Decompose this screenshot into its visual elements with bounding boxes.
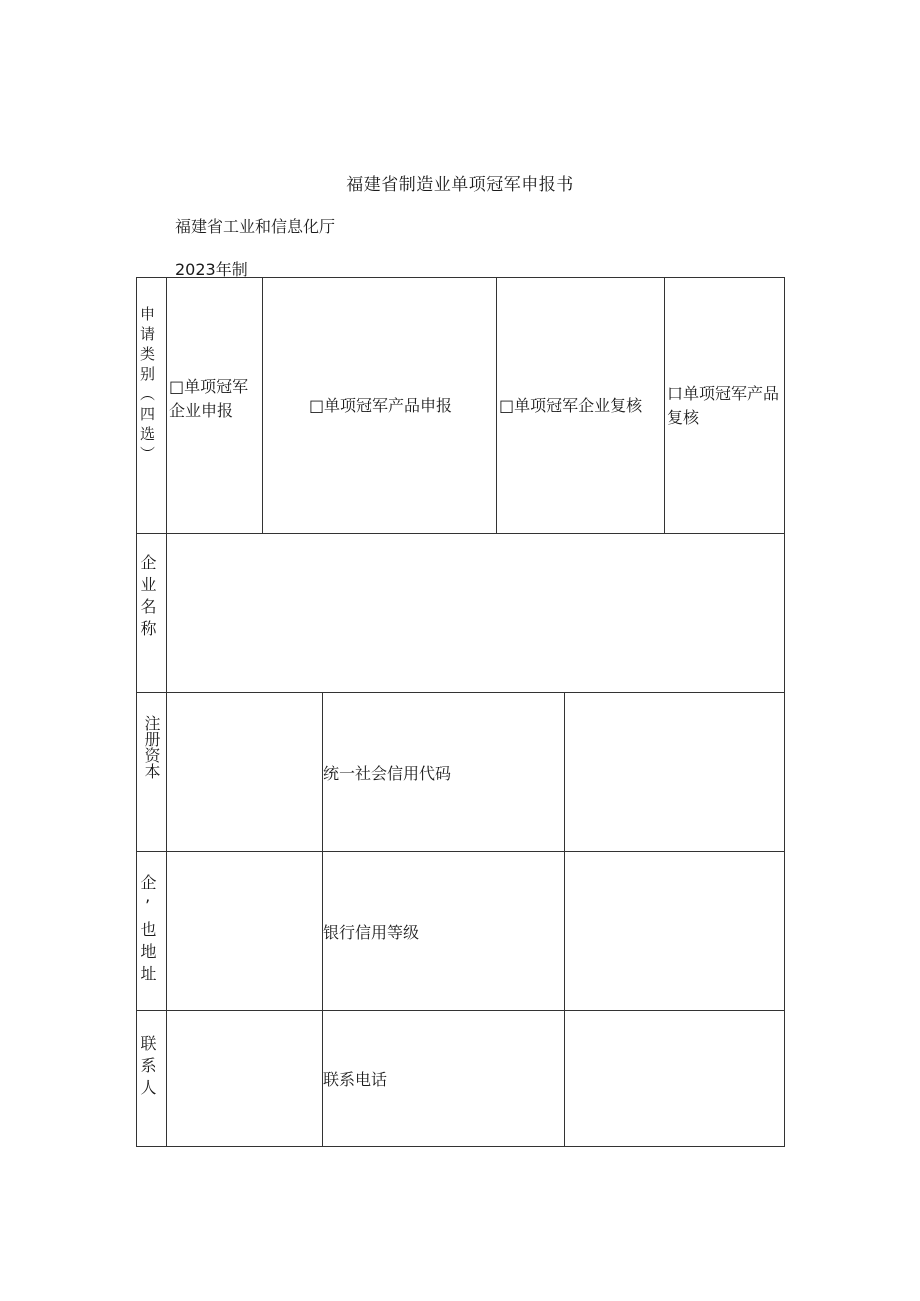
- company-address-label-cell: [137, 852, 167, 1011]
- contact-row: [137, 1011, 785, 1147]
- bank-credit-rating-label: 银行信用等级: [323, 852, 565, 1011]
- category-option-cell[interactable]: [497, 278, 665, 534]
- credit-code-field[interactable]: [565, 693, 785, 852]
- company-address-field[interactable]: [167, 852, 323, 1011]
- category-label: 申请类别（四选）: [138, 306, 156, 466]
- option-enterprise-review[interactable]: □单项冠军企业复核: [499, 395, 643, 415]
- option-product-review[interactable]: 口单项冠军产品复核: [667, 383, 780, 427]
- company-name-field[interactable]: [167, 534, 785, 693]
- category-option-cell[interactable]: [665, 278, 785, 534]
- address-row: [137, 852, 785, 1011]
- category-option-cell[interactable]: [263, 278, 497, 534]
- contact-phone-label: 联系电话: [323, 1011, 565, 1147]
- company-name-row: [137, 534, 785, 693]
- contact-phone-field[interactable]: [565, 1011, 785, 1147]
- registered-capital-field[interactable]: [167, 693, 323, 852]
- category-option-cell[interactable]: [167, 278, 263, 534]
- option-product-apply[interactable]: □单项冠军产品申报: [308, 395, 453, 415]
- contact-person-label: 联系人: [138, 1035, 157, 1101]
- credit-code-label: 统一社会信用代码: [323, 693, 565, 852]
- company-name-label: 企业名称: [138, 554, 157, 642]
- registered-capital-label-cell: [137, 693, 167, 852]
- contact-person-field[interactable]: [167, 1011, 323, 1147]
- contact-person-label-cell: [137, 1011, 167, 1147]
- application-form-table: [136, 277, 785, 1147]
- issuer-name: 福建省工业和信息化厅: [175, 217, 336, 236]
- company-address-label: 企’也地址: [138, 874, 157, 987]
- bank-credit-rating-field[interactable]: [565, 852, 785, 1011]
- capital-row: [137, 693, 785, 852]
- registered-capital-label: 注册资本: [142, 715, 161, 779]
- company-name-label-cell: [137, 534, 167, 693]
- year-label: 2023年制: [175, 260, 248, 279]
- option-enterprise-apply[interactable]: □单项冠军企业申报: [169, 376, 249, 420]
- document-title: 福建省制造业单项冠军申报书: [346, 175, 574, 195]
- category-row: [137, 278, 785, 534]
- category-label-cell: [137, 278, 167, 534]
